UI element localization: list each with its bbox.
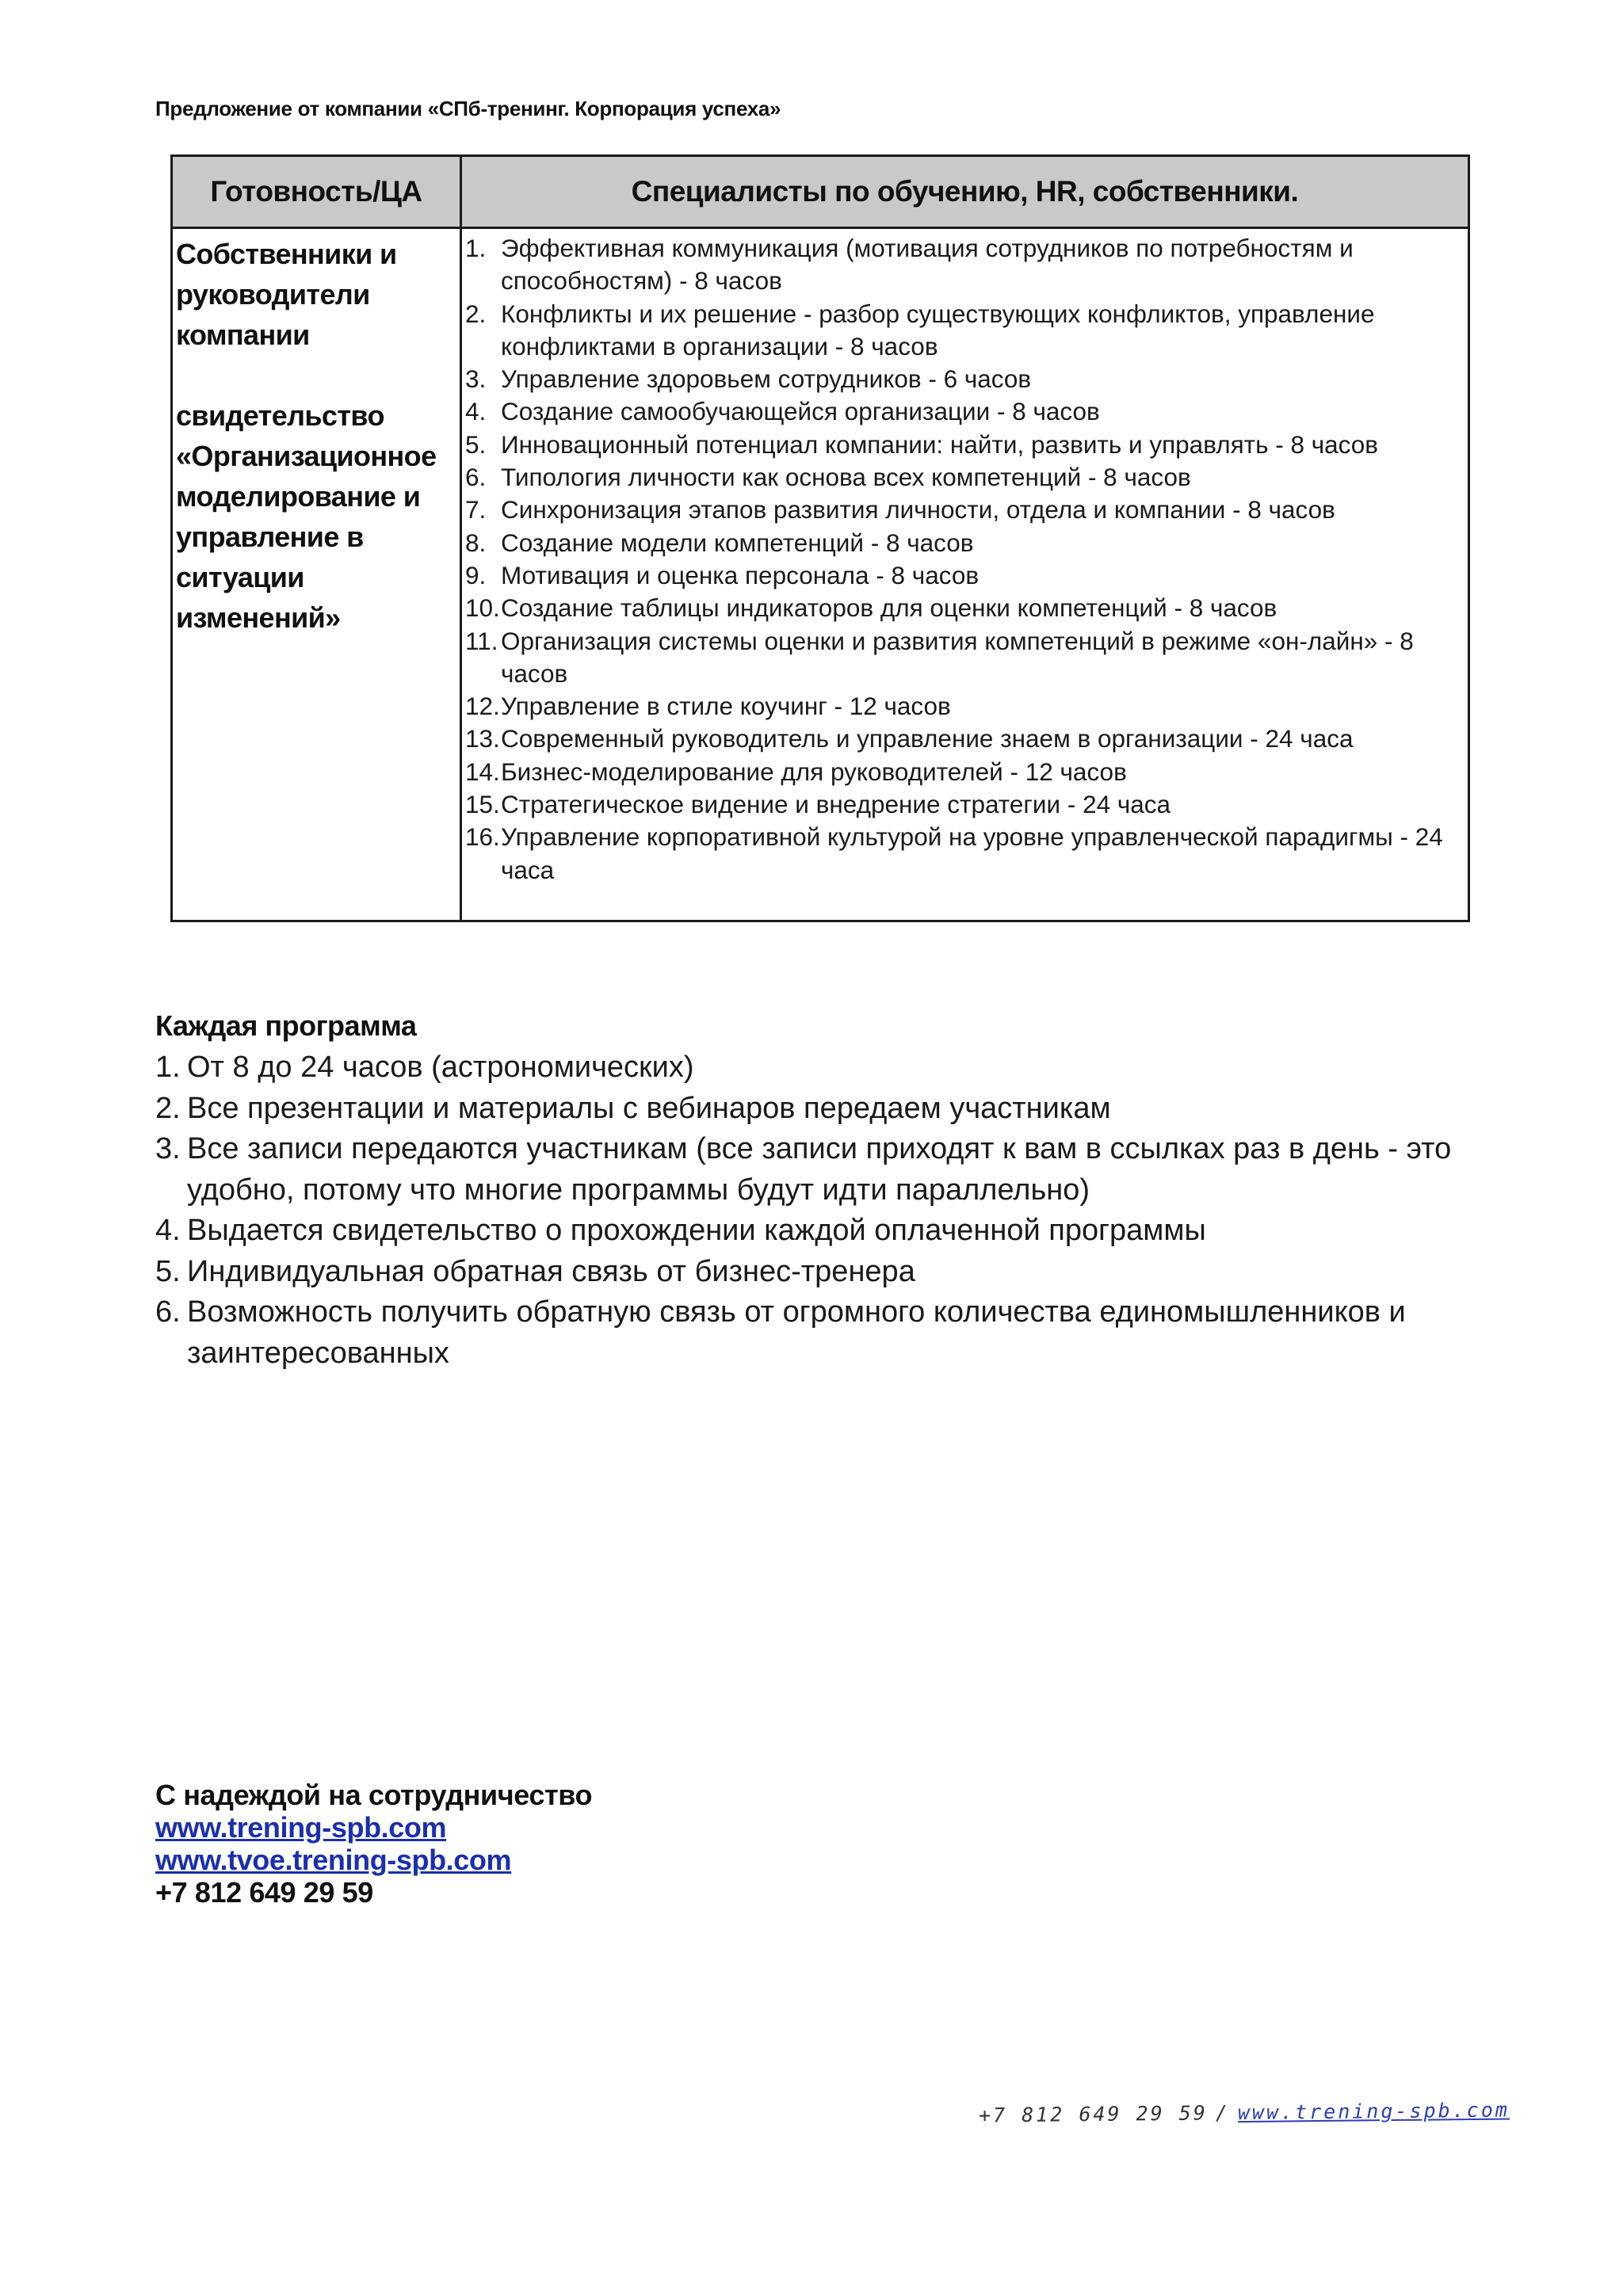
course-text: Управление корпоративной культурой на уровне управленческой парадигмы - 24 часа [501,822,1443,884]
course-item [465,690,1466,723]
course-number: 7. [465,495,487,524]
closing-block [155,1779,592,1909]
program-list [155,1047,1487,1374]
program-number: 4. [155,1214,181,1247]
program-number: 2. [155,1091,181,1125]
program-text: От 8 до 24 часов (астрономических) [187,1051,694,1084]
course-number: 15. [465,790,500,819]
certificate-title [176,395,456,638]
course-text: Синхронизация этапов развития личности, отдела и компании - 8 часов [501,495,1335,524]
course-text: Бизнес-моделирование для руководителей - 12 часов [501,757,1127,786]
course-item [465,298,1466,364]
course-number: 1. [465,234,487,262]
program-number: 5. [155,1254,181,1288]
course-number: 14. [465,757,500,786]
course-text: Конфликты и их решение - разбор существующих конфликтов, управление конфликтами в организации - 8 часов [501,299,1375,360]
audience-title [176,234,456,355]
course-item [465,625,1466,691]
course-text: Создание самообучающейся организации - 8 часов [501,397,1100,426]
certificate-line: моделирование и [176,480,421,513]
table-body-row [172,228,1469,921]
program-number: 3. [155,1132,181,1165]
course-text: Современный руководитель и управление знаем в организации - 24 часа [501,724,1354,753]
document-heading: Предложение от компании «СПб-тренинг. Корпорация успеха» [155,97,781,120]
audience-gap [176,355,456,395]
course-item [465,559,1466,592]
program-text: Выдается свидетельство о прохождении каждой оплаченной программы [187,1214,1206,1247]
course-number: 6. [465,463,487,492]
program-number: 6. [155,1295,181,1329]
certificate-line: свидетельство [176,399,384,432]
certificate-line: управление в [176,521,364,553]
course-item [465,723,1466,755]
phone-number: +7 812 649 29 59 [155,1876,373,1909]
program-item [155,1292,1487,1374]
courses-cell [461,228,1469,921]
audience-cell [172,228,461,921]
website-link[interactable]: www.trening-spb.com [155,1811,447,1844]
course-text: Организация системы оценки и развития компетенций в режиме «он-лайн» - 8 часов [501,626,1414,688]
course-item [465,592,1466,624]
course-text: Типология личности как основа всех компетенций - 8 часов [501,463,1191,492]
table-header-row [172,156,1469,228]
program-item [155,1252,1487,1293]
course-number: 13. [465,724,500,753]
program-item [155,1129,1487,1211]
program-text: Все записи передаются участникам (все записи приходят к вам в ссылках раз в день - это удобно, потому что многие программы будут идти параллельно) [187,1132,1452,1207]
course-item [465,788,1466,821]
program-item [155,1089,1487,1130]
audience-line: руководители [176,278,370,311]
course-number: 9. [465,560,487,589]
course-number: 5. [465,429,487,459]
certificate-line: изменений» [176,601,341,634]
footer-separator: / [1215,2101,1231,2125]
course-text: Управление здоровьем сотрудников - 6 часов [501,364,1032,394]
course-text: Мотивация и оценка персонала - 8 часов [501,560,980,589]
audience-line: компании [176,318,310,351]
course-item [465,527,1466,559]
course-number: 12. [465,692,500,721]
course-text: Эффективная коммуникация (мотивация сотрудников по потребностям и способностям) - 8 часов [501,234,1354,296]
course-list [465,232,1466,887]
course-item [465,494,1466,526]
program-text: Индивидуальная обратная связь от бизнес-тренера [187,1254,915,1288]
course-text: Управление в стиле коучинг - 12 часов [501,692,951,721]
certificate-line: ситуации [176,561,304,593]
course-item [465,429,1466,461]
program-number: 1. [155,1051,181,1084]
course-number: 10. [465,593,500,623]
course-number: 3. [465,364,487,394]
program-title: Каждая программа [155,1009,417,1042]
course-item [465,232,1466,298]
header-readiness: Готовность/ЦА [172,156,461,228]
course-number: 2. [465,299,487,328]
course-item [465,821,1466,887]
footer-signature [979,2098,1510,2126]
course-number: 8. [465,528,487,557]
certificate-line: «Организационное [176,440,437,472]
offer-table [170,154,1470,922]
course-number: 4. [465,397,487,426]
footer-link[interactable]: www.trening-spb.com [1237,2098,1510,2125]
header-specialists: Специалисты по обучению, HR, собственники. [461,156,1469,228]
program-item [155,1047,1487,1089]
audience-line: Собственники и [176,238,397,270]
course-number: 16. [465,822,500,852]
course-item [465,461,1466,494]
course-text: Инновационный потенциал компании: найти, развить и управлять - 8 часов [501,429,1379,459]
closing-text: С надеждой на сотрудничество [155,1779,593,1811]
course-text: Создание таблицы индикаторов для оценки компетенций - 8 часов [501,593,1277,623]
program-item [155,1211,1487,1252]
tvoe-website-link[interactable]: www.tvoe.trening-spb.com [155,1844,512,1876]
course-item [465,395,1466,428]
footer-phone: +7 812 649 29 59 [978,2101,1208,2127]
course-text: Создание модели компетенций - 8 часов [501,528,974,557]
course-text: Стратегическое видение и внедрение стратегии - 24 часа [501,790,1171,819]
program-text: Возможность получить обратную связь от огромного количества единомышленников и заинтересованных [187,1295,1406,1370]
course-item [465,756,1466,788]
course-item [465,363,1466,395]
course-number: 11. [465,626,498,655]
program-text: Все презентации и материалы с вебинаров передаем участникам [187,1091,1111,1125]
